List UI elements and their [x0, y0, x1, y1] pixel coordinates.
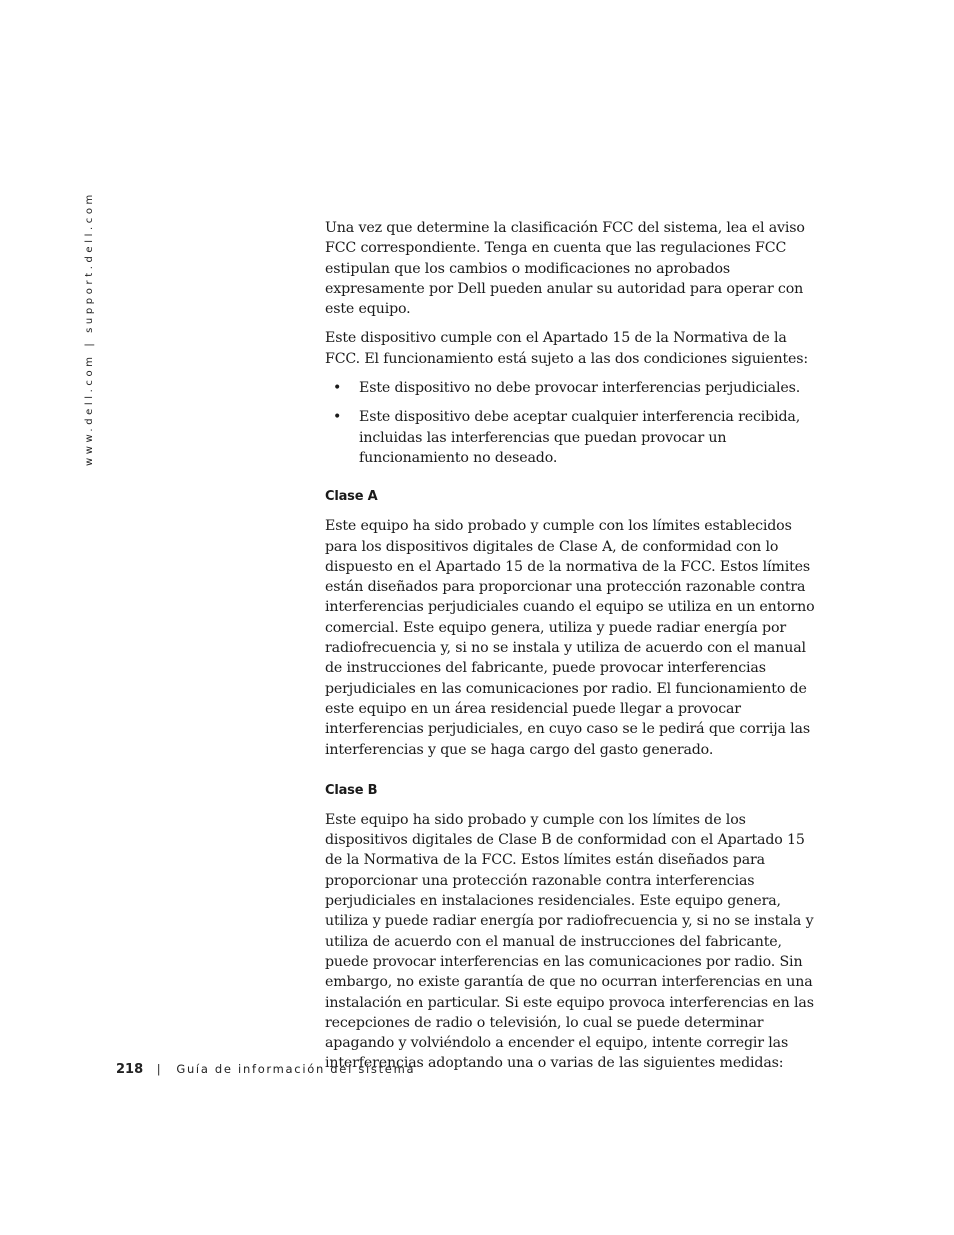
bullet-icon: • — [333, 409, 342, 426]
class-a-paragraph: Este equipo ha sido probado y cumple con los límites establecidos para los dispositivos digitales de Clase A, de conformidad con lo dispuesto en el Apartado 15 de la normativa de la FCC. Estos límites están diseñados para proporcionar una protección razonable contra interferencias perjudiciales cuando el equipo se utiliza en un entorno comercial. Este equipo genera, utiliza y puede radiar energía por radiofrecuencia y, si no se instala y utiliza de acuerdo con el manual de instrucciones del fabricante, puede provocar interferencias perjudiciales en las comunicaciones por radio. El funcionamiento de este equipo en un área residencial puede llegar a provocar interferencias perjudiciales, en cuyo caso se le pedirá que corrija las interferencias y que se haga cargo del gasto generado. — [325, 518, 815, 758]
condition-text: Este dispositivo no debe provocar interferencias perjudiciales. — [359, 380, 801, 397]
class-b-heading: Clase B — [325, 782, 378, 798]
bullet-icon: • — [333, 380, 342, 397]
sidebar-url: www.dell.com | support.dell.com — [84, 191, 95, 466]
page-number: 218 — [116, 1062, 144, 1077]
page-footer — [116, 1062, 415, 1077]
main-content — [325, 218, 815, 1083]
conditions-list — [325, 378, 815, 468]
class-b-paragraph: Este equipo ha sido probado y cumple con los límites de los dispositivos digitales de Clase B de conformidad con el Apartado 15 de la Normativa de la FCC. Estos límites están diseñados para proporcionar una protección razonable contra interferencias perjudiciales en instalaciones residenciales. Este equipo genera, utiliza y puede radiar energía por radiofrecuencia y, si no se instala y utiliza de acuerdo con el manual de instrucciones del fabricante, puede provocar interferencias en las comunicaciones por radio. Sin embargo, no existe garantía de que no ocurran interferencias en una instalación en particular. Si este equipo provoca interferencias en las recepciones de radio o televisión, lo cual se puede determinar apagando y volviéndolo a encender el equipo, intente corregir las interferencias adoptando una o varias de las siguientes medidas: — [325, 811, 814, 1072]
footer-separator: | — [156, 1062, 161, 1076]
intro-paragraph: Una vez que determine la clasificación FCC del sistema, lea el aviso FCC correspondiente. Tenga en cuenta que las regulaciones FCC estipulan que los cambios o modificaciones no aprobados expresamente por Dell pueden anular su autoridad para operar con este equipo. — [325, 220, 805, 318]
document-title: Guía de información del sistema — [176, 1062, 416, 1076]
compliance-paragraph: Este dispositivo cumple con el Apartado 15 de la Normativa de la FCC. El funcionamiento está sujeto a las dos condiciones siguientes: — [325, 330, 809, 367]
list-item — [325, 378, 815, 398]
condition-text: Este dispositivo debe aceptar cualquier interferencia recibida, incluidas las interferencias que puedan provocar un funcionamiento no deseado. — [359, 409, 801, 466]
class-a-heading: Clase A — [325, 489, 378, 505]
list-item — [325, 407, 815, 468]
